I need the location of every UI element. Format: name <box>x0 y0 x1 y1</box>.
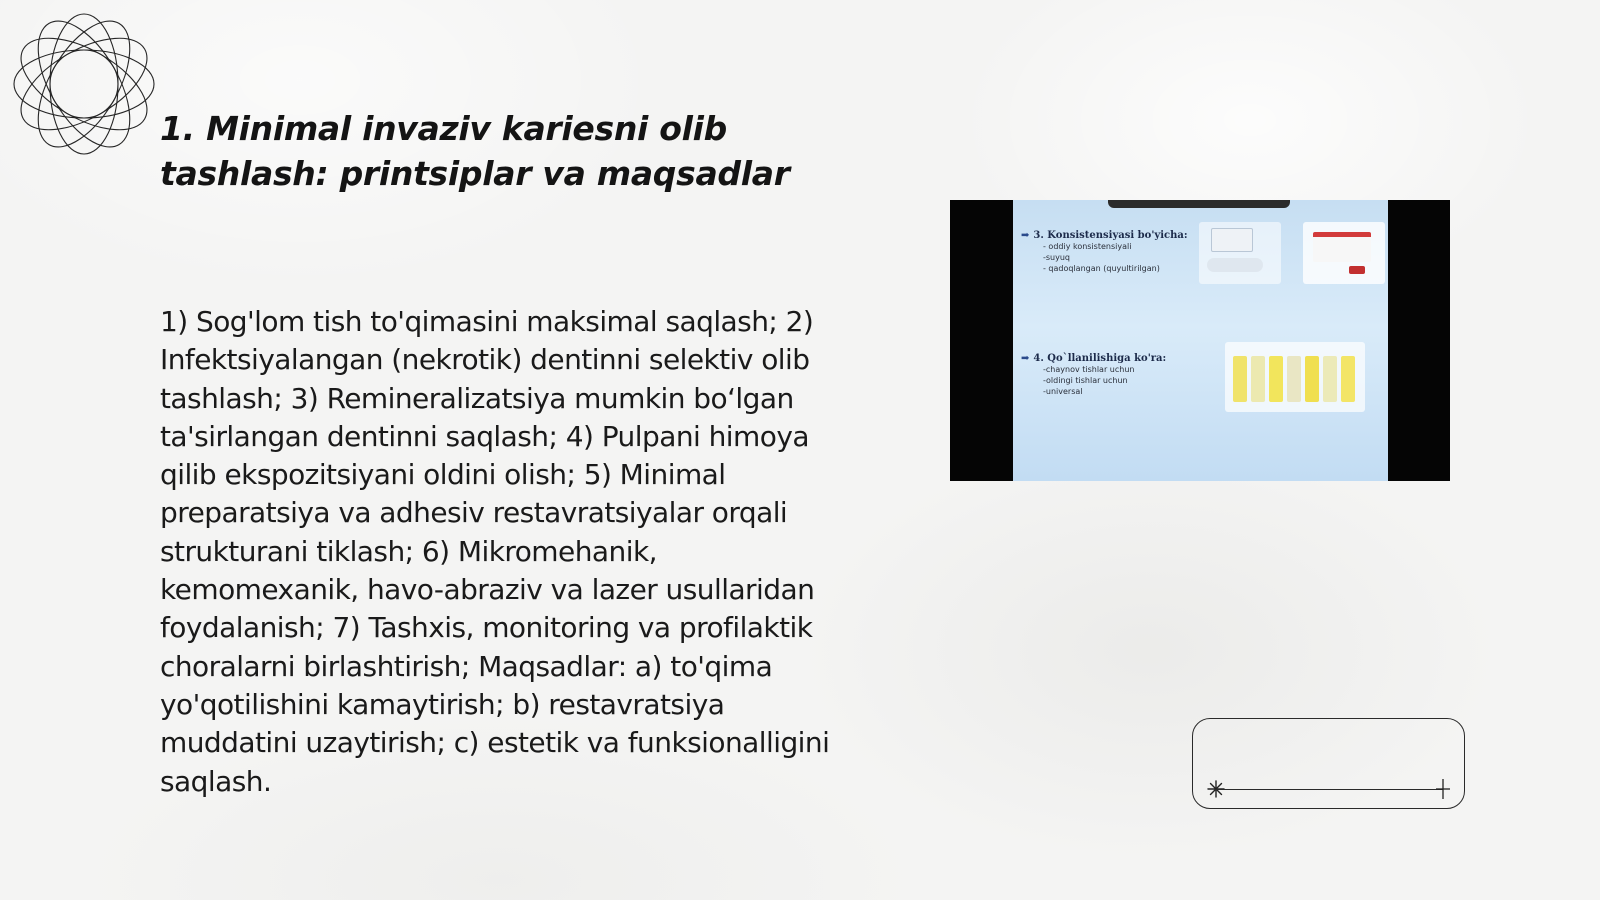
player-toolbar <box>1108 200 1290 208</box>
right-arrow-icon: ➡ <box>1021 353 1030 364</box>
embedded-list-item: - qadoqlangan (quyultirilgan) <box>1043 264 1160 273</box>
embedded-section-3-heading: 3. Konsistensiyasi bo'yicha: <box>1033 230 1188 241</box>
product-photo-2 <box>1303 222 1385 284</box>
shade-guide-photo <box>1225 342 1365 412</box>
thin-plus-icon <box>1433 779 1453 799</box>
embedded-slide-image <box>950 200 1450 481</box>
embedded-list-item: -universal <box>1043 387 1083 396</box>
slide-body-text: 1) Sog'lom tish to'qimasini maksimal saqlash; 2) Infektsiyalangan (nekrotik) dentinni selektiv olib tashlash; 3) Remineralizatsiya mumkin bo‘lgan ta'sirlangan dentinni saqlash; 4) Pulpani himoya qilib ekspozitsiyani oldini olish; 5) Minimal preparatsiya va adhesiv restavratsiyalar orqali strukturani tiklash; 6) Mikromehanik, kemomexanik, havo-abraziv va lazer usullaridan foydalanish; 7) Tashxis, monitoring va profilaktik choralarni birlashtirish; Maqsadlar: a) to'qima yo'qotilishini kamaytirish; b) restavratsiya muddatini uzaytirish; c) estetik va funksionalligini saqlash. <box>160 305 830 798</box>
embedded-list-item: -chaynov tishlar uchun <box>1043 365 1135 374</box>
embedded-slide-content <box>1013 200 1388 481</box>
embedded-list-item: - oddiy konsistensiyali <box>1043 242 1132 251</box>
embedded-section-3 <box>1021 230 1188 274</box>
slide-title: 1. Minimal invaziv kariesni olib tashlash: printsiplar va maqsadlar <box>160 109 790 193</box>
right-arrow-icon: ➡ <box>1021 230 1030 241</box>
product-photo-1 <box>1199 222 1281 284</box>
embedded-section-4 <box>1021 353 1166 397</box>
concentric-rings-decoration-icon <box>10 10 158 158</box>
embedded-list-item: -suyuq <box>1043 253 1071 262</box>
embedded-section-4-heading: 4. Qo`llanilishiga ko'ra: <box>1033 353 1167 364</box>
decorative-card <box>1192 718 1465 809</box>
embedded-list-item: -oldingi tishlar uchun <box>1043 376 1128 385</box>
card-divider-line <box>1215 789 1443 790</box>
